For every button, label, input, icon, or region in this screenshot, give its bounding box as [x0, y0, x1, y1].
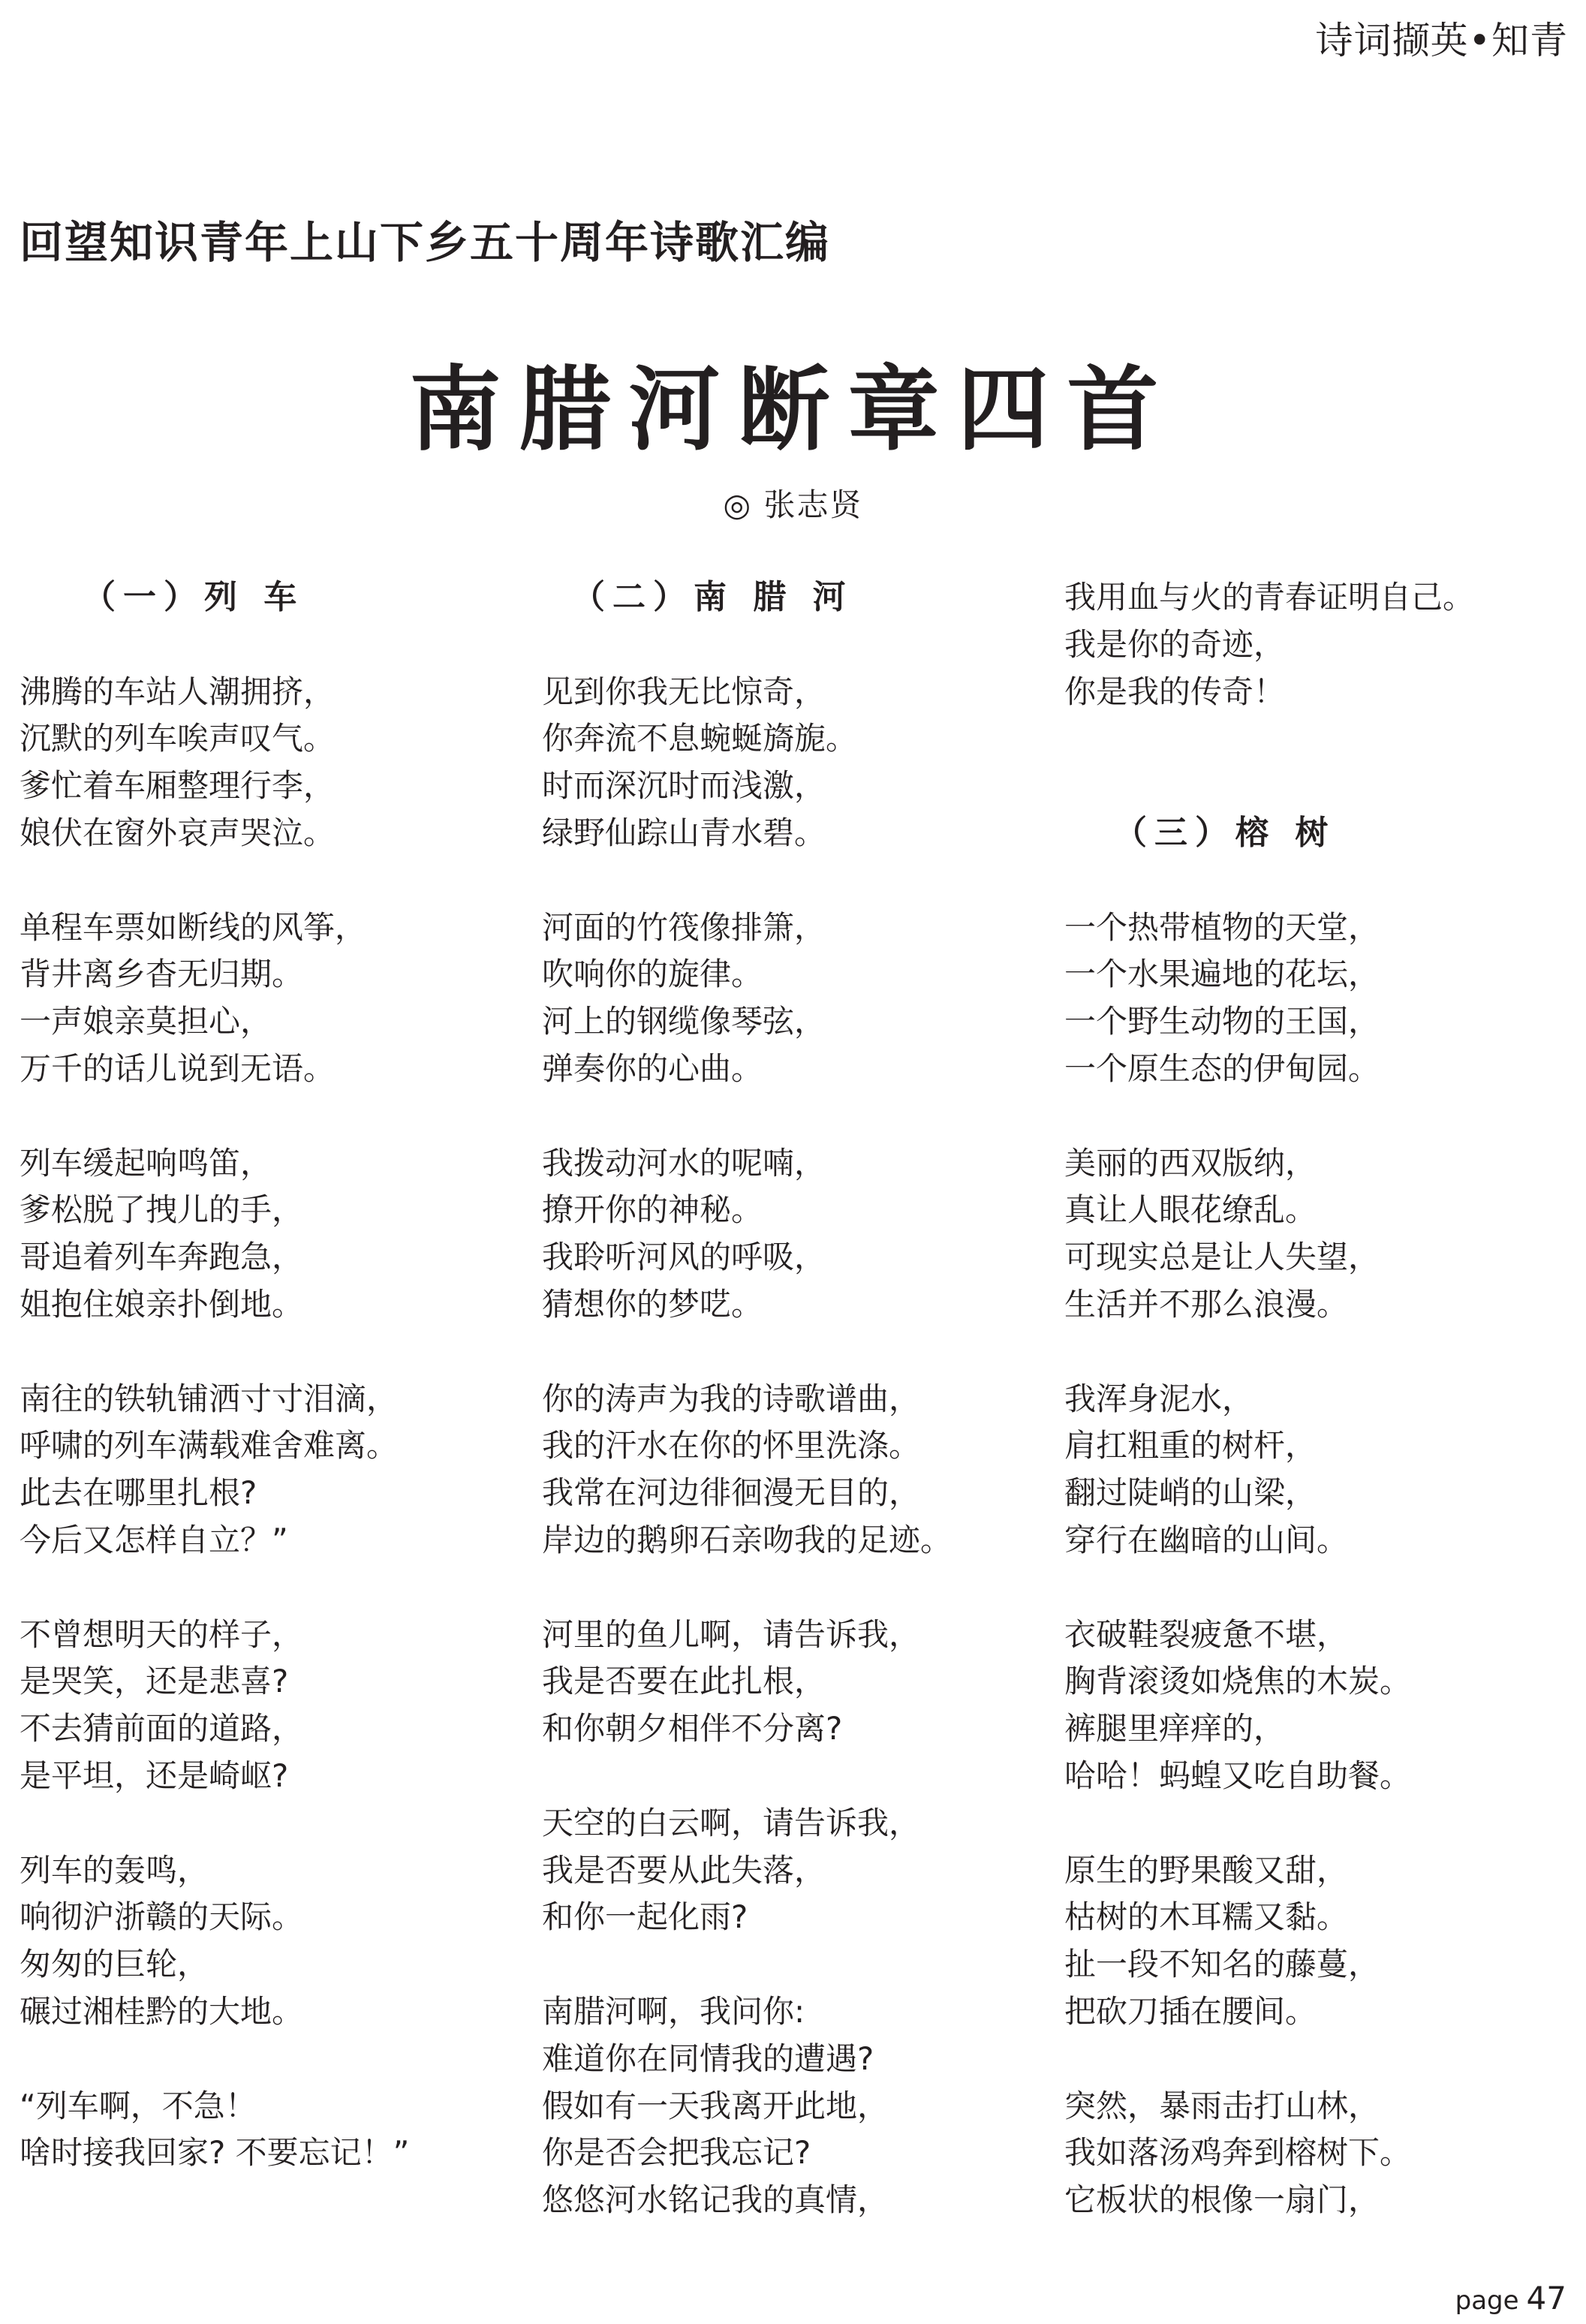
page-label: page — [1455, 2286, 1519, 2316]
stanza-gap — [1064, 857, 1560, 905]
poem-line: 吹响你的旋律。 — [542, 956, 763, 993]
poem-line: 河上的钢缆像琴弦， — [542, 1003, 826, 1040]
stanza-gap — [542, 1329, 1037, 1376]
poem-line: 我聆听河风的呼吸， — [542, 1239, 826, 1276]
poem-line: 一个热带植物的天堂， — [1064, 908, 1380, 946]
poem-line: 真让人眼花缭乱。 — [1064, 1191, 1317, 1229]
stanza-gap — [542, 1753, 1037, 1800]
poem-line: 哈哈！蚂蝗又吃自助餐。 — [1064, 1757, 1412, 1794]
stanza-gap — [1064, 2036, 1560, 2083]
poem-line: 姐抱住娘亲扑倒地。 — [20, 1285, 304, 1323]
poem-line: 你是我的传奇！ — [1064, 673, 1286, 710]
poem-line: 枯树的木耳糯又黏。 — [1064, 1898, 1349, 1936]
poem-line: 衣破鞋裂疲惫不堪， — [1064, 1615, 1349, 1653]
poem-line: 是哭笑，还是悲喜? — [20, 1663, 289, 1700]
stanza-gap — [20, 1800, 515, 1847]
poem-column-3 — [1064, 574, 1560, 2224]
poem-line: 我浑身泥水， — [1064, 1380, 1254, 1417]
poem-line: 一个原生态的伊甸园。 — [1064, 1049, 1380, 1087]
poem-column-2 — [542, 574, 1037, 2224]
page-number: 47 — [1526, 2280, 1566, 2316]
stanza-gap — [1064, 1093, 1560, 1140]
poem-line: 翻过陡峭的山梁， — [1064, 1474, 1317, 1512]
poem-line: 我是否要在此扎根， — [542, 1663, 826, 1700]
poem-line: 爹松脱了拽儿的手， — [20, 1191, 304, 1229]
stanza-gap — [542, 1093, 1037, 1140]
poem-line: 见到你我无比惊奇， — [542, 673, 826, 710]
poem-line: 难道你在同情我的遭遇? — [542, 2040, 874, 2077]
poem-line: 我是否要从此失落， — [542, 1851, 826, 1889]
poem-line: 啥时接我回家? 不要忘记！” — [20, 2134, 410, 2172]
page-title: 南腊河断章四首 — [409, 357, 1177, 463]
poem-line: 沸腾的车站人潮拥挤， — [20, 673, 336, 710]
poem-line: 一个野生动物的王国， — [1064, 1003, 1380, 1040]
poem-line: 碾过湘桂黔的大地。 — [20, 1992, 304, 2030]
poem-line: 单程车票如断线的风筝， — [20, 908, 367, 946]
poem-line: 猜想你的梦呓。 — [542, 1285, 763, 1323]
poem-line: 万千的话儿说到无语。 — [20, 1049, 336, 1087]
poem-line: 响彻沪浙赣的天际。 — [20, 1898, 304, 1936]
poem-line: 是平坦，还是崎岖? — [20, 1757, 289, 1794]
stanza-gap — [20, 1329, 515, 1376]
poem-line: 天空的白云啊，请告诉我， — [542, 1804, 921, 1841]
stanza-gap — [1064, 1800, 1560, 1847]
poem-line: 一个水果遍地的花坛， — [1064, 956, 1380, 993]
stanza-gap — [20, 1093, 515, 1140]
poem-line: 呼啸的列车满载难舍难离。 — [20, 1427, 399, 1465]
poem-line: 我是你的奇迹， — [1064, 625, 1286, 663]
poem-line: 列车的轰鸣， — [20, 1851, 209, 1889]
poem-line: 美丽的西双版纳， — [1064, 1144, 1317, 1182]
poem-line: 匆匆的巨轮， — [20, 1946, 209, 1983]
poem-line: 娘伏在窗外哀声哭泣。 — [20, 814, 336, 851]
poem-section-title: （二）南 腊 河 — [572, 578, 853, 616]
poem-line: 南往的铁轨铺洒寸寸泪滴， — [20, 1380, 399, 1417]
poem-line: “列车啊，不急！ — [20, 2087, 257, 2124]
poem-line: 它板状的根像一扇门， — [1064, 2181, 1380, 2219]
poem-line: 不曾想明天的样子， — [20, 1615, 304, 1653]
poem-line: 生活并不那么浪漫。 — [1064, 1285, 1349, 1323]
poem-line: 我用血与火的青春证明自己。 — [1064, 579, 1475, 616]
poem-line: 哥追着列车奔跑急， — [20, 1239, 304, 1276]
poem-column-1 — [20, 574, 515, 2177]
poem-line: 爹忙着车厢整理行李， — [20, 767, 336, 805]
poem-line: 和你朝夕相伴不分离? — [542, 1710, 843, 1748]
author-byline: ◎ 张志贤 — [723, 486, 863, 523]
poem-line: 列车缓起响鸣笛， — [20, 1144, 272, 1182]
stanza-gap — [1064, 1564, 1560, 1612]
stanza-gap — [542, 857, 1037, 905]
stanza-gap — [1064, 763, 1560, 810]
poem-line: 时而深沉时而浅激， — [542, 767, 826, 805]
poem-line: 岸边的鹅卵石亲吻我的足迹。 — [542, 1521, 953, 1558]
stanza-gap — [542, 622, 1037, 669]
poem-line: 绿野仙踪山青水碧。 — [542, 814, 826, 851]
series-title: 回望知识青年上山下乡五十周年诗歌汇编 — [20, 217, 831, 268]
poem-line: 我的汗水在你的怀里洗涤。 — [542, 1427, 921, 1465]
poem-line: 我拨动河水的呢喃， — [542, 1144, 826, 1182]
page-footer — [1455, 2280, 1566, 2316]
poem-line: 我如落汤鸡奔到榕树下。 — [1064, 2134, 1412, 2172]
poem-line: 河面的竹筏像排箫， — [542, 908, 826, 946]
poem-line: 弹奏你的心曲。 — [542, 1049, 763, 1087]
stanza-gap — [542, 1564, 1037, 1612]
stanza-gap — [542, 1941, 1037, 1988]
poem-line: 你的涛声为我的诗歌谱曲， — [542, 1380, 921, 1417]
stanza-gap — [20, 2036, 515, 2083]
poem-section-title: （三）榕 树 — [1114, 813, 1336, 852]
poem-line: 一声娘亲莫担心， — [20, 1003, 272, 1040]
poem-line: 把砍刀插在腰间。 — [1064, 1992, 1317, 2030]
poem-line: 穿行在幽暗的山间。 — [1064, 1521, 1349, 1558]
poem-line: 不去猜前面的道路， — [20, 1710, 304, 1748]
stanza-gap — [1064, 1329, 1560, 1376]
poem-line: 我常在河边徘徊漫无目的， — [542, 1474, 921, 1512]
poem-line: 河里的鱼儿啊，请告诉我， — [542, 1615, 921, 1653]
poem-line: 撩开你的神秘。 — [542, 1191, 763, 1229]
poem-line: 假如有一天我离开此地， — [542, 2087, 889, 2124]
poem-line: 胸背滚烫如烧焦的木炭。 — [1064, 1663, 1412, 1700]
poem-line: 突然，暴雨击打山林， — [1064, 2087, 1380, 2124]
poem-line: 可现实总是让人失望， — [1064, 1239, 1380, 1276]
poem-line: 和你一起化雨? — [542, 1898, 748, 1936]
poem-line: 南腊河啊，我问你: — [542, 1992, 805, 2030]
poem-line: 背井离乡杳无归期。 — [20, 956, 304, 993]
poem-line: 悠悠河水铭记我的真情， — [542, 2181, 889, 2219]
poem-line: 原生的野果酸又甜， — [1064, 1851, 1349, 1889]
stanza-gap — [20, 857, 515, 905]
poem-line: 肩扛粗重的树杆， — [1064, 1427, 1317, 1465]
stanza-gap — [20, 1564, 515, 1612]
poem-line: 今后又怎样自立？” — [20, 1521, 288, 1558]
poem-line: 你奔流不息蜿蜒旖旎。 — [542, 720, 858, 757]
poem-line: 扯一段不知名的藤蔓， — [1064, 1946, 1380, 1983]
poem-line: 此去在哪里扎根? — [20, 1474, 257, 1512]
stanza-gap — [1064, 715, 1560, 763]
section-header-tag: 诗词撷英•知青 — [1315, 19, 1568, 62]
poem-line: 裤腿里痒痒的， — [1064, 1710, 1286, 1748]
stanza-gap — [20, 622, 515, 669]
poem-line: 你是否会把我忘记? — [542, 2134, 811, 2172]
poem-line: 沉默的列车唉声叹气。 — [20, 720, 336, 757]
poem-section-title: （一）列 车 — [83, 578, 305, 616]
